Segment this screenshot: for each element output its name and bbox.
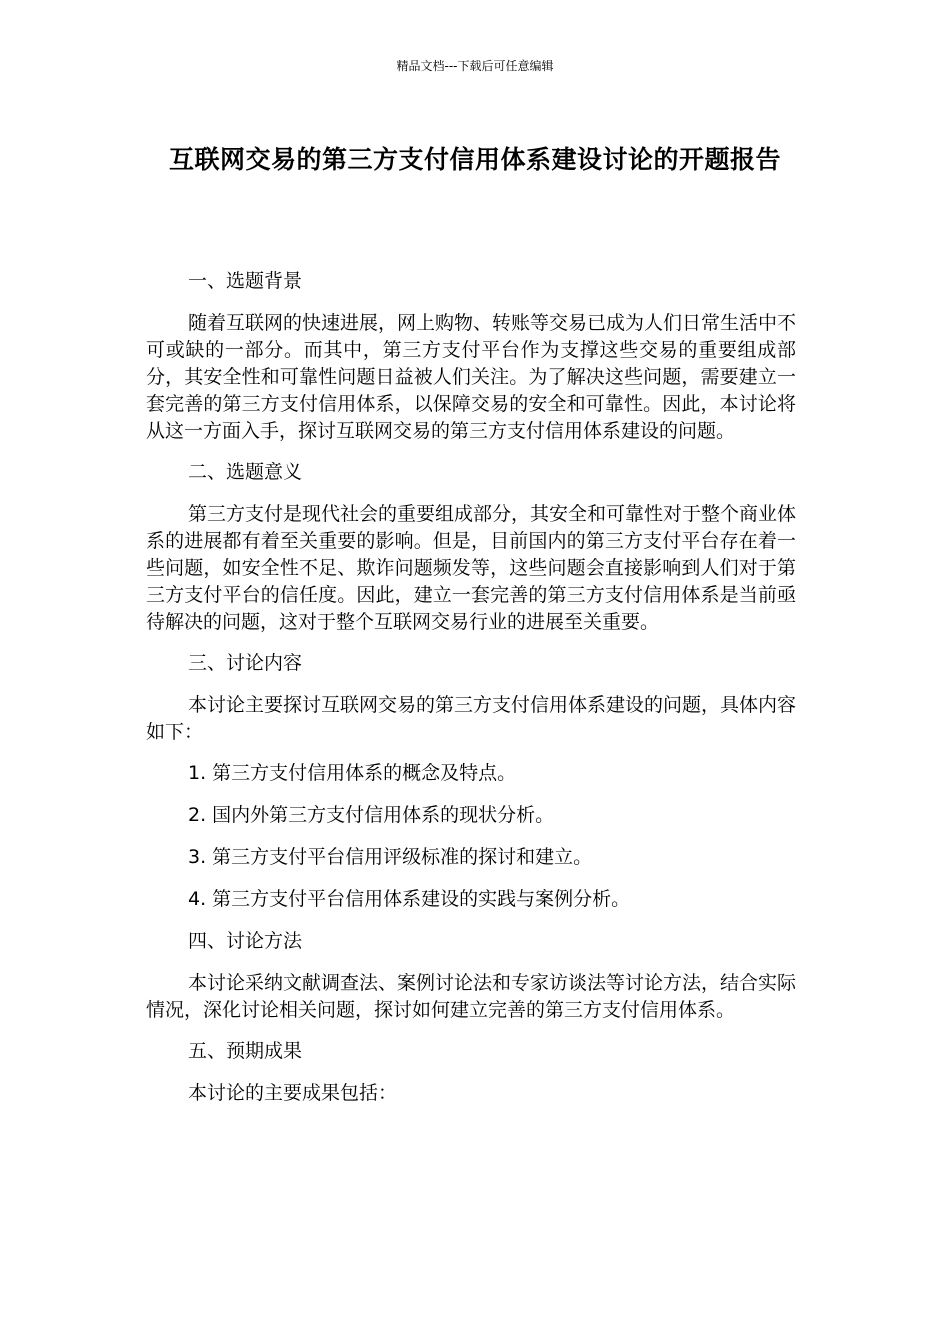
paragraph: 本讨论采纳文献调查法、案例讨论法和专家访谈法等讨论方法，结合实际情况，深化讨论相关问题，探讨如何建立完善的第三方支付信用体系。 [146, 972, 797, 1021]
list-item: 1. 第三方支付信用体系的概念及特点。 [188, 762, 517, 784]
list-item: 2. 国内外第三方支付信用体系的现状分析。 [188, 804, 555, 826]
document-body [146, 268, 796, 1121]
list-item: 4. 第三方支付平台信用体系建设的实践与案例分析。 [188, 888, 631, 910]
paragraph: 随着互联网的快速进展，网上购物、转账等交易已成为人们日常生活中不可或缺的一部分。而其中，第三方支付平台作为支撑这些交易的重要组成部分，其安全性和可靠性问题日益被人们关注。为了解决这些问题，需要建立一套完善的第三方支付信用体系，以保障交易的安全和可靠性。因此，本讨论将从这一方面入手，探讨互联网交易的第三方支付信用体系建设的问题。 [146, 312, 797, 442]
section-heading: 一、选题背景 [188, 270, 303, 292]
section-heading: 三、讨论内容 [188, 652, 303, 674]
paragraph: 本讨论的主要成果包括： [188, 1082, 398, 1104]
document-title: 互联网交易的第三方支付信用体系建设讨论的开题报告 [168, 145, 781, 174]
page-header: 精品文档---下载后可任意编辑 [396, 59, 554, 73]
paragraph: 本讨论主要探讨互联网交易的第三方支付信用体系建设的问题，具体内容如下： [146, 694, 797, 743]
section-heading: 四、讨论方法 [188, 930, 303, 952]
paragraph: 第三方支付是现代社会的重要组成部分，其安全和可靠性对于整个商业体系的进展都有着至关重要的影响。但是，目前国内的第三方支付平台存在着一些问题，如安全性不足、欺诈问题频发等，这些问题会直接影响到人们对于第三方支付平台的信任度。因此，建立一套完善的第三方支付信用体系是当前亟待解决的问题，这对于整个互联网交易行业的进展至关重要。 [146, 503, 797, 633]
section-heading: 二、选题意义 [188, 461, 303, 483]
section-heading: 五、预期成果 [188, 1040, 303, 1062]
list-item: 3. 第三方支付平台信用评级标准的探讨和建立。 [188, 846, 593, 868]
